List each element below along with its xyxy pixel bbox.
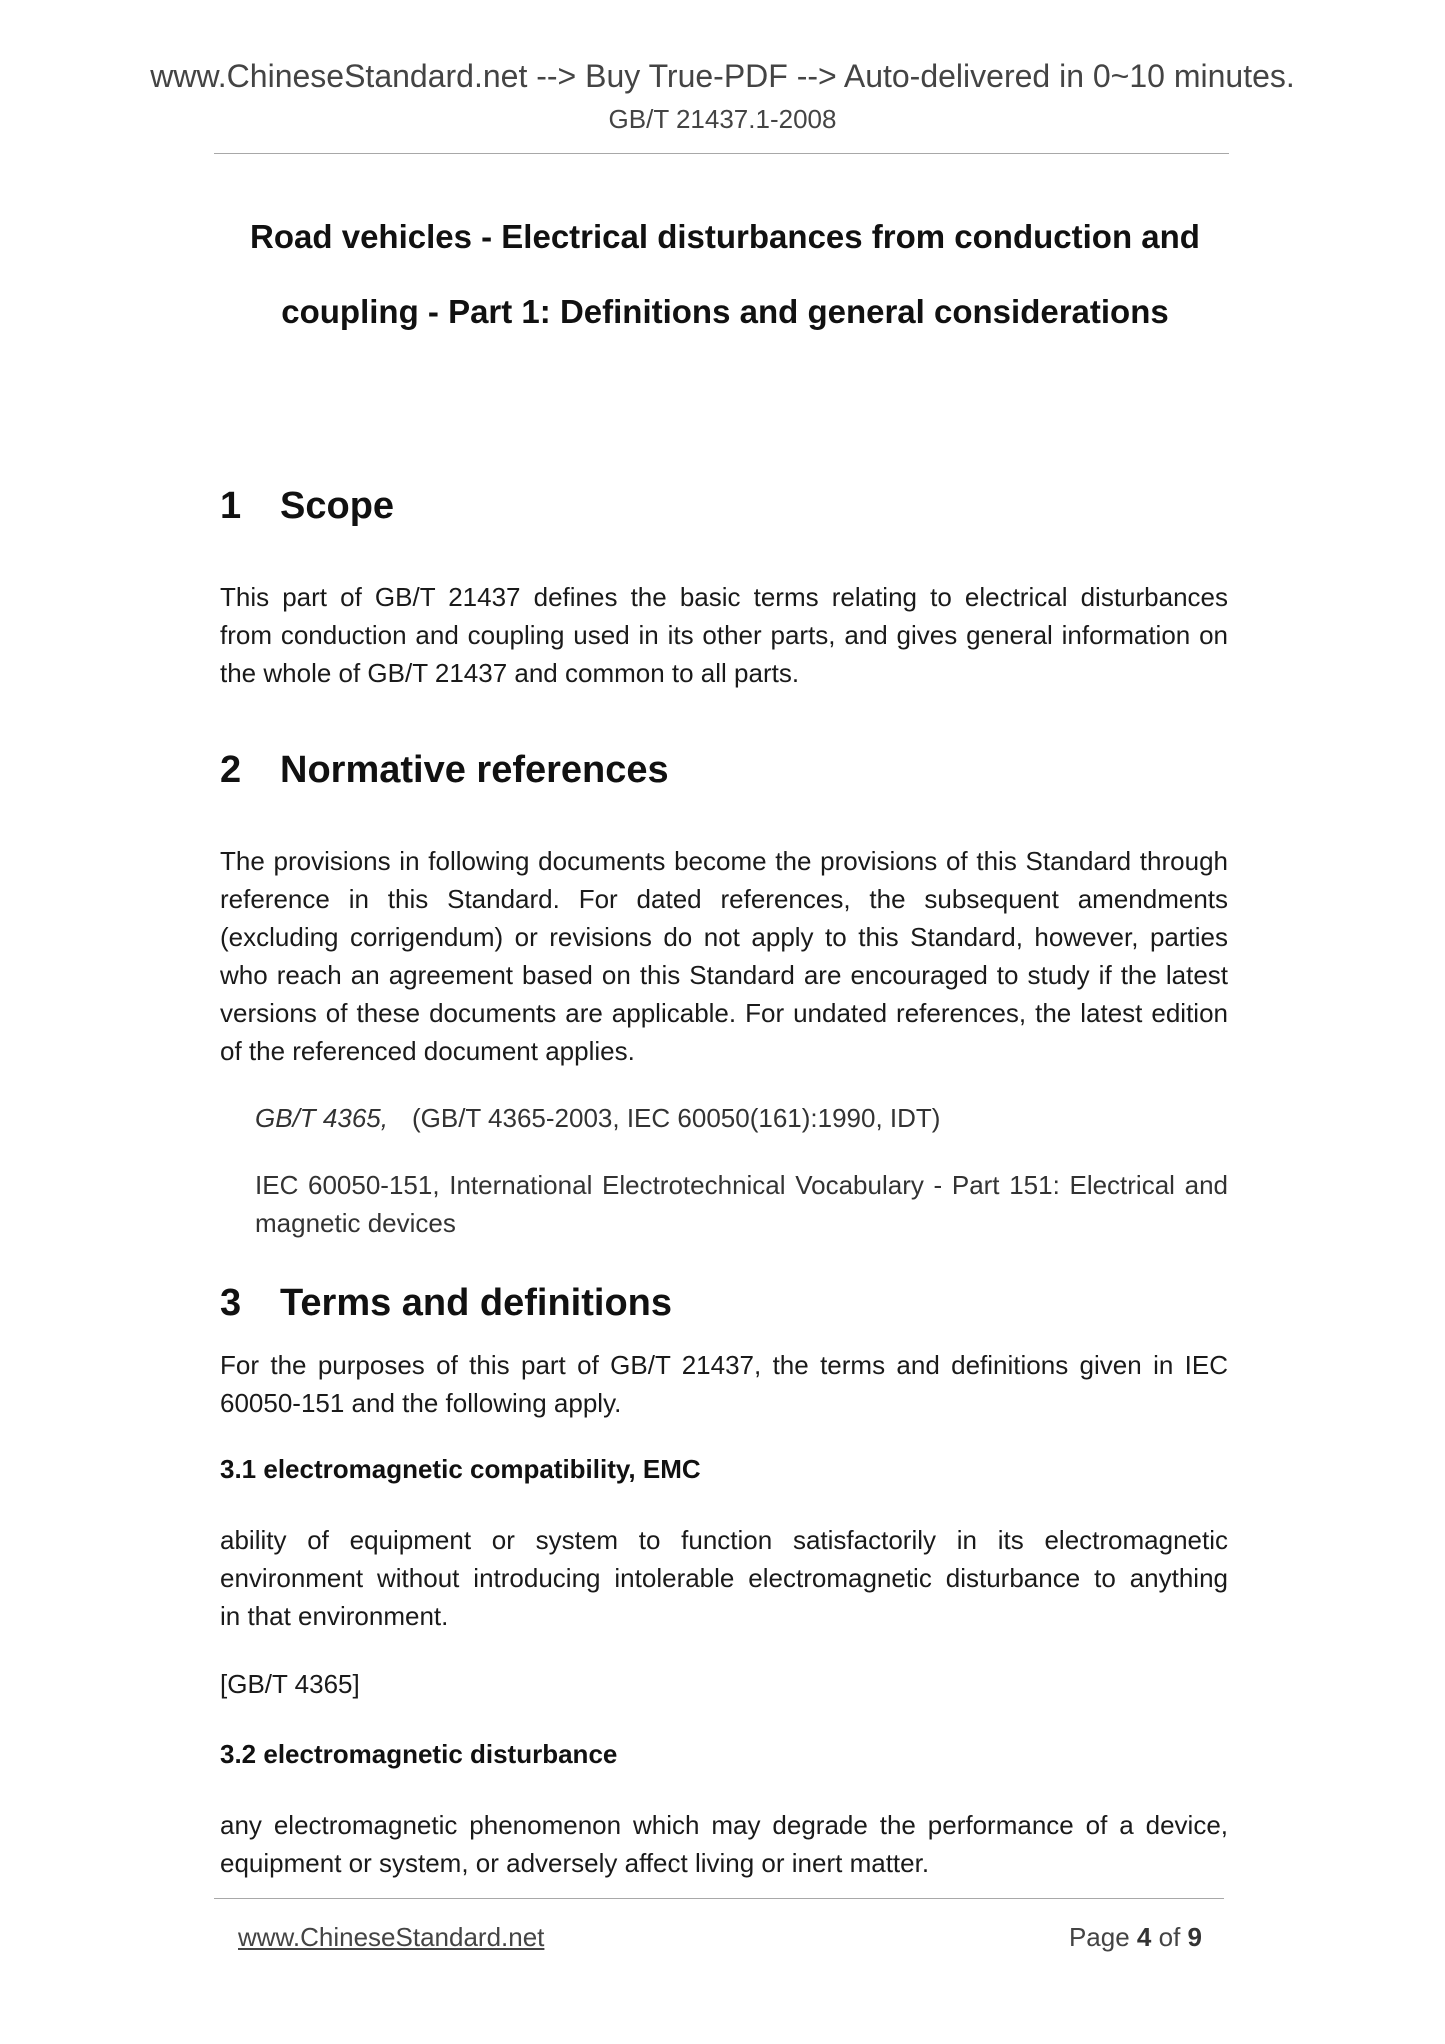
reference-gbt-4365-detail: (GB/T 4365-2003, IEC 60050(161):1990, IDT) [411,1103,941,1133]
footer-page-number: 4 [1136,1922,1152,1952]
footer-divider [214,1898,1224,1899]
reference-iec-line: magnetic devices [255,1208,456,1238]
footer-page-of: of [1158,1922,1181,1952]
section-2-title: Normative references [280,749,669,791]
section-2-number: 2 [220,749,242,791]
term-3-1-line: in that environment. [220,1601,449,1631]
section-2-heading [220,749,669,792]
normative-line: of the referenced document applies. [220,1036,635,1066]
term-3-2-definition [220,1806,1228,1882]
scope-line: the whole of GB/T 21437 and common to all parts. [220,658,800,688]
section-1-title: Scope [280,485,395,527]
header-banner: www.ChineseStandard.net --> Buy True-PDF --> Auto-delivered in 0~10 minutes. [150,58,1295,94]
term-3-1-heading: 3.1 electromagnetic compatibility, EMC [220,1454,701,1484]
header-doc-id: GB/T 21437.1-2008 [608,104,837,134]
term-3-1-line: ability of equipment or system to function satisfactorily in its electromagnetic [220,1525,1228,1555]
terms-line: For the purposes of this part of GB/T 21437, the terms and definitions given in IEC [220,1350,1228,1380]
reference-gbt-4365 [255,1099,1228,1137]
normative-line: The provisions in following documents become the provisions of this Standard through [220,846,1228,876]
section-1-heading [220,485,394,528]
doc-title-line-1: Road vehicles - Electrical disturbances from conduction and [250,218,1200,255]
section-3-number: 3 [220,1282,242,1324]
reference-iec-line: IEC 60050-151, International Electrotechnical Vocabulary - Part 151: Electrical and [255,1170,1228,1200]
normative-paragraph [220,842,1228,1070]
reference-gbt-4365-code: GB/T 4365, [255,1103,388,1133]
reference-iec-60050-151 [255,1166,1228,1242]
term-3-2-heading: 3.2 electromagnetic disturbance [220,1739,618,1769]
term-3-1-line: environment without introducing intolerable electromagnetic disturbance to anything [220,1563,1228,1593]
header-divider [214,153,1229,154]
doc-title-line-2: coupling - Part 1: Definitions and general considerations [281,293,1169,330]
normative-line: versions of these documents are applicable. For undated references, the latest edition [220,998,1228,1028]
footer-page-prefix: Page [1068,1922,1130,1952]
normative-line: who reach an agreement based on this Standard are encouraged to study if the latest [220,960,1228,990]
normative-line: (excluding corrigendum) or revisions do not apply to this Standard, however, parties [220,922,1228,952]
section-3-heading [220,1282,672,1325]
term-3-1-definition [220,1521,1228,1635]
scope-line: from conduction and coupling used in its other parts, and gives general information on [220,620,1228,650]
term-3-2-line: any electromagnetic phenomenon which may degrade the performance of a device, [220,1810,1228,1840]
scope-paragraph [220,578,1228,692]
term-3-2-line: equipment or system, or adversely affect living or inert matter. [220,1848,930,1878]
terms-paragraph [220,1346,1228,1422]
terms-line: 60050-151 and the following apply. [220,1388,622,1418]
footer-page-total: 9 [1187,1922,1202,1952]
term-3-1-source: [GB/T 4365] [220,1669,360,1699]
section-1-number: 1 [220,485,242,527]
section-3-title: Terms and definitions [280,1282,673,1324]
scope-line: This part of GB/T 21437 defines the basic terms relating to electrical disturbances [220,582,1228,612]
footer-page-indicator [1069,1922,1202,1953]
footer-site-link[interactable]: www.ChineseStandard.net [238,1922,545,1952]
normative-line: reference in this Standard. For dated references, the subsequent amendments [220,884,1228,914]
